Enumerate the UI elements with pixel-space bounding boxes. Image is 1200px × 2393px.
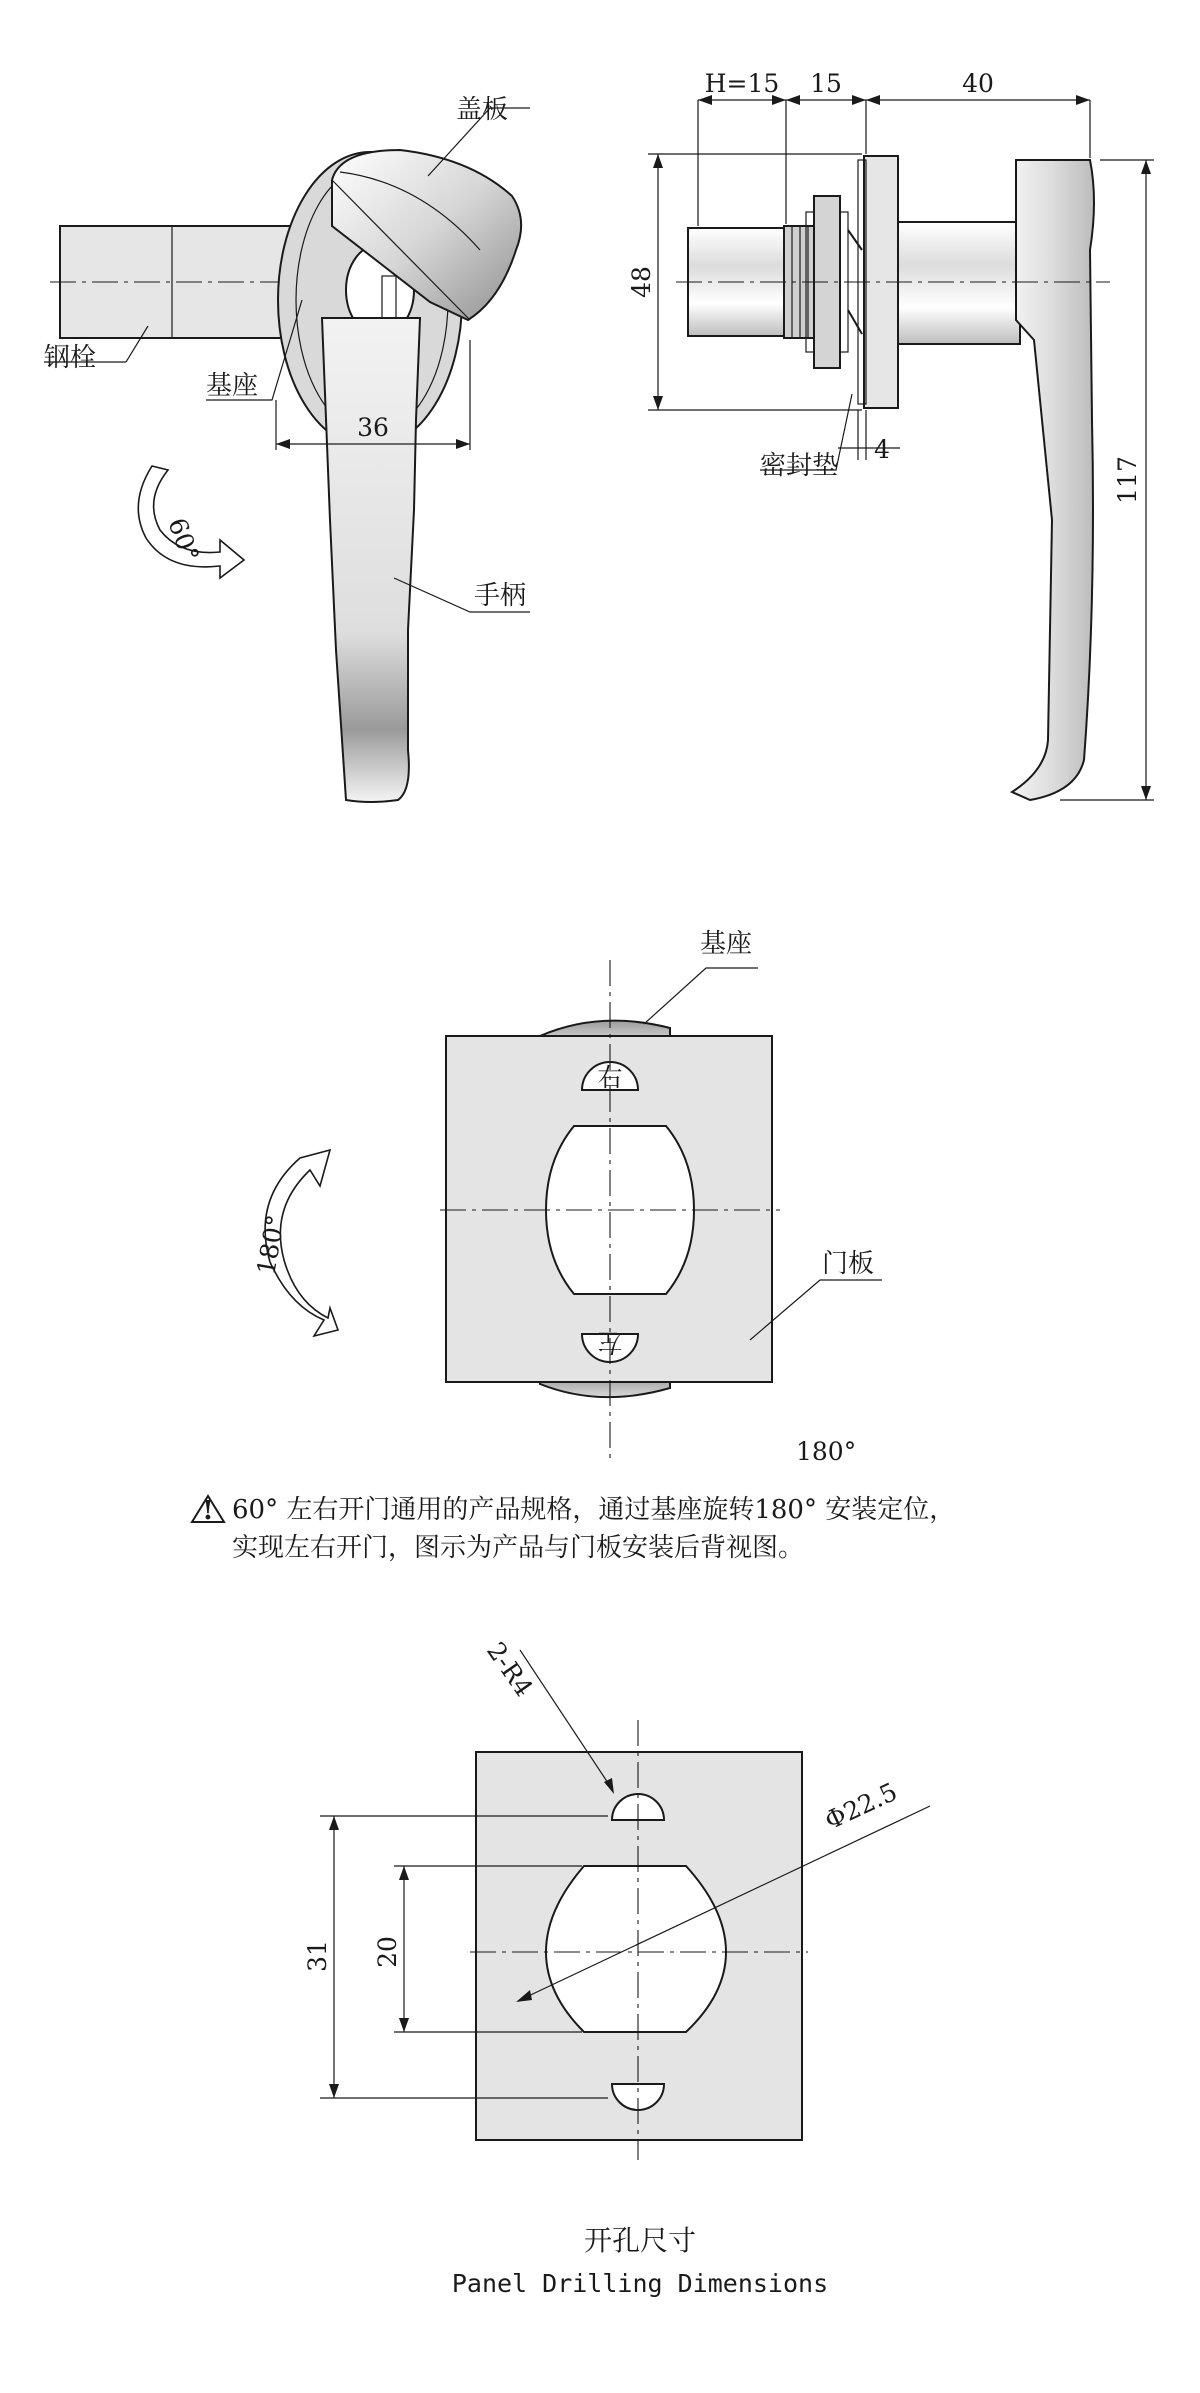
rear-view	[251, 929, 882, 1466]
label-handle: 手柄	[474, 581, 527, 611]
top-view	[44, 95, 530, 802]
angle-180-arrow: 180°	[251, 1212, 291, 1278]
dim-dia: Φ22.5	[820, 1776, 902, 1836]
label-rear-base: 基座	[700, 929, 753, 959]
caption-en: Panel Drilling Dimensions	[451, 2269, 829, 2298]
dim-40: 40	[962, 69, 994, 98]
dim-20: 20	[373, 1936, 402, 1968]
label-gasket: 密封垫	[760, 451, 839, 481]
side-view	[627, 69, 1154, 800]
label-door-panel: 门板	[822, 1249, 875, 1279]
label-cover: 盖板	[456, 95, 509, 125]
angle-180-text: 180°	[796, 1437, 857, 1466]
handle-body	[322, 318, 420, 802]
label-base: 基座	[206, 371, 259, 401]
dim-15: 15	[810, 69, 842, 98]
side-handle	[1012, 160, 1094, 800]
drill-hole	[546, 1866, 726, 2032]
dim-117: 117	[1113, 456, 1142, 504]
angle-60: 60°	[162, 514, 205, 566]
dim-h15: H=15	[704, 69, 780, 98]
label-bolt: 钢栓	[44, 343, 97, 373]
mark-right-text: 右	[597, 1063, 623, 1092]
drilling-view	[303, 1637, 930, 2298]
note-line2: 实现左右开门，图示为产品与门板安装后背视图。	[232, 1533, 805, 1563]
svg-text:!: !	[202, 1496, 214, 1526]
note-line1: 60° 左右开门通用的产品规格，通过基座旋转180° 安装定位，	[232, 1495, 956, 1525]
dim-36: 36	[357, 413, 389, 442]
dim-31: 31	[303, 1940, 332, 1972]
caption-cn: 开孔尺寸	[583, 2224, 697, 2257]
note	[192, 1495, 955, 1563]
dim-4: 4	[874, 435, 890, 464]
dim-r4: 2-R4	[481, 1636, 539, 1702]
mark-left-text: 左	[597, 1328, 623, 1357]
dim-48: 48	[627, 266, 656, 298]
side-body	[898, 222, 1020, 344]
